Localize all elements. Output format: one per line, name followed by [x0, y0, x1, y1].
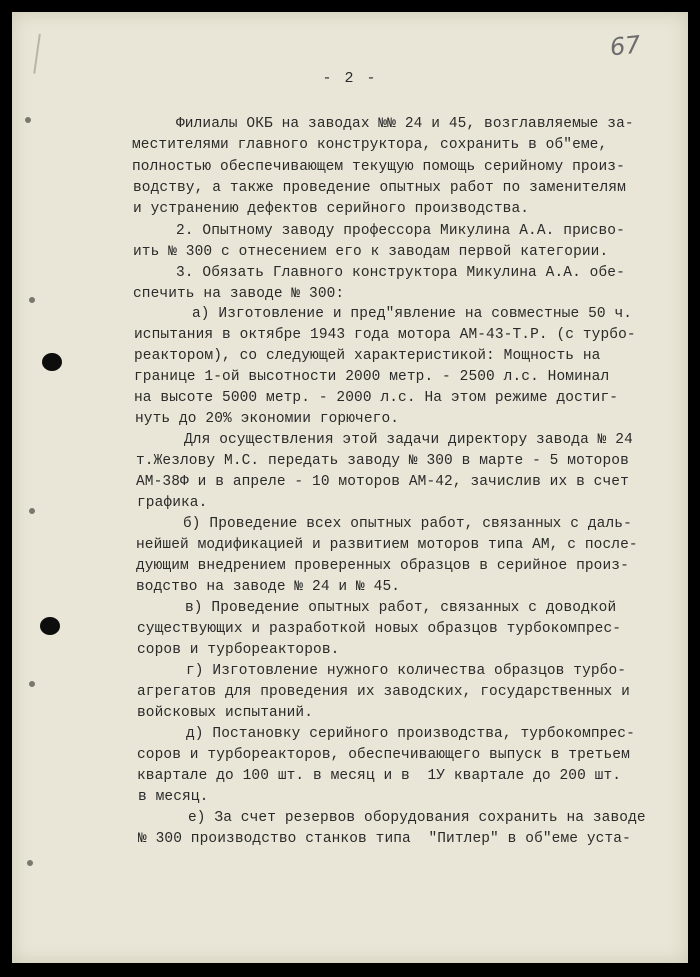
text-line: дующим внедрением проверенных образцов в серийное произ-: [136, 558, 629, 574]
text-line: квартале до 100 шт. в месяц и в 1У квартале до 200 шт.: [137, 768, 622, 784]
text-line: соров и турбореакторов.: [137, 642, 340, 658]
text-line: нейшей модификацией и развитием моторов типа АМ, с после-: [136, 537, 638, 553]
text-line: на высоте 5000 метр. - 2000 л.с. На этом режиме достиг-: [134, 390, 619, 406]
text-line: г) Изготовление нужного количества образцов турбо-: [186, 663, 627, 679]
text-line: войсковых испытаний.: [137, 705, 314, 721]
text-line: испытания в октябре 1943 года мотора АМ-43-Т.Р. (с турбо-: [134, 327, 636, 343]
text-line: и устранению дефектов серийного производства.: [133, 201, 530, 217]
text-line: местителями главного конструктора, сохранить в об"еме,: [132, 137, 608, 153]
text-line: 3. Обязать Главного конструктора Микулина А.А. обе-: [176, 265, 625, 281]
text-line: водству, а также проведение опытных работ по заменителям: [133, 180, 626, 196]
text-line: б) Проведение всех опытных работ, связанных с даль-: [183, 516, 632, 532]
text-line: в) Проведение опытных работ, связанных с доводкой: [185, 600, 617, 616]
text-line: а) Изготовление и пред"явление на совместные 50 ч.: [192, 306, 633, 322]
text-line: № 300 производство станков типа "Питлер" в об"еме уста-: [138, 831, 631, 847]
text-line: АМ-38Ф и в апреле - 10 моторов АМ-42, зачислив их в счет: [136, 474, 629, 490]
text-line: существующих и разработкой новых образцов турбокомпрес-: [137, 621, 622, 637]
text-line: в месяц.: [138, 789, 209, 805]
text-line: т.Жезлову М.С. передать заводу № 300 в марте - 5 моторов: [136, 453, 629, 469]
text-line: нуть до 20% экономии горючего.: [135, 411, 400, 427]
text-line: 2. Опытному заводу профессора Микулина А.А. присво-: [176, 223, 625, 239]
text-line: Филиалы ОКБ на заводах №№ 24 и 45, возглавляемые за-: [176, 116, 634, 132]
text-line: Для осуществления этой задачи директору завода № 24: [184, 432, 633, 448]
archive-page-number: 67: [608, 30, 642, 62]
text-line: соров и турбореакторов, обеспечивающего выпуск в третьем: [137, 747, 630, 763]
text-line: агрегатов для проведения их заводских, государственных и: [137, 684, 630, 700]
text-line: е) За счет резервов оборудования сохранить на заводе: [188, 810, 646, 826]
text-line: ить № 300 с отнесением его к заводам первой категории.: [133, 244, 609, 260]
page-number: - 2 -: [322, 70, 378, 87]
text-line: полностью обеспечивающем текущую помощь серийному произ-: [132, 159, 625, 175]
text-line: д) Постановку серийного производства, турбокомпрес-: [186, 726, 635, 742]
text-line: реактором), со следующей характеристикой: Мощность на: [134, 348, 601, 364]
text-line: границе 1-ой высотности 2000 метр. - 2500 л.с. Номинал: [134, 369, 610, 385]
text-line: графика.: [137, 495, 208, 511]
text-line: водство на заводе № 24 и № 45.: [136, 579, 401, 595]
text-line: спечить на заводе № 300:: [133, 286, 345, 302]
